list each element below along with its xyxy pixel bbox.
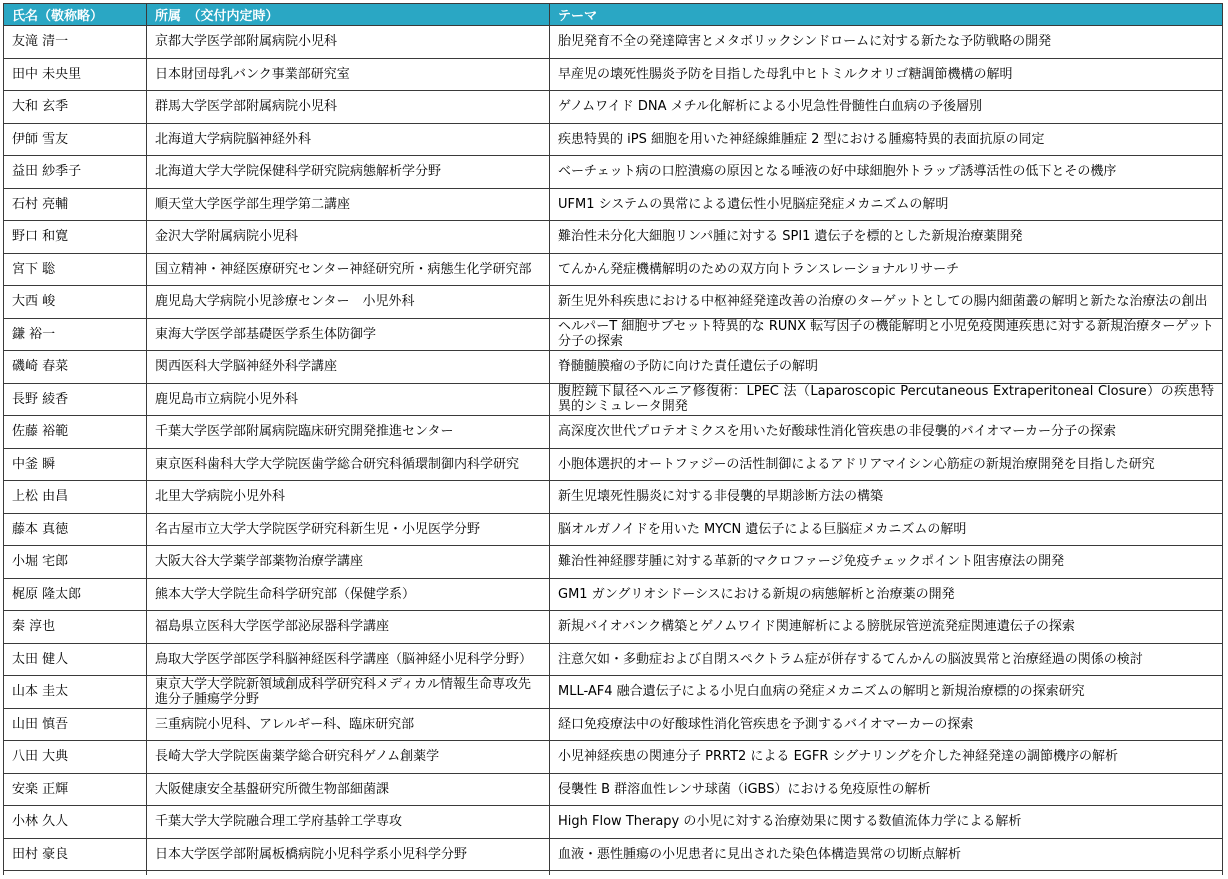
table-row xyxy=(4,156,1223,189)
cell-affiliation: 順天堂大学医学部生理学第二講座 xyxy=(147,188,550,221)
cell-affiliation: 東京大学大学院新領域創成科学研究科メディカル情報生命専攻先進分子腫瘍学分野 xyxy=(147,676,550,709)
cell-name: 宮下 聡 xyxy=(4,253,147,286)
table-row xyxy=(4,91,1223,124)
cell-theme: ゲノムワイド DNA メチル化解析による小児急性骨髄性白血病の予後層別 xyxy=(550,91,1223,124)
cell-affiliation: 名古屋市立大学大学院医学研究科新生児・小児医学分野 xyxy=(147,513,550,546)
cell-affiliation: 熊本大学大学院生命科学研究部（保健学系） xyxy=(147,578,550,611)
cell-theme: 高深度次世代プロテオミクスを用いた好酸球性消化管疾患の非侵襲的バイオマーカー分子の探索 xyxy=(550,416,1223,449)
table-row xyxy=(4,123,1223,156)
table-header xyxy=(4,4,1223,26)
cell-name: 大西 峻 xyxy=(4,286,147,319)
cell-name: 伊師 雪友 xyxy=(4,123,147,156)
cell-theme: 難治性未分化大細胞リンパ腫に対する SPI1 遺伝子を標的とした新規治療薬開発 xyxy=(550,221,1223,254)
cell-affiliation: 京都大学医学部附属病院小児科 xyxy=(147,26,550,59)
cell-name: 秦 淳也 xyxy=(4,611,147,644)
table-row xyxy=(4,546,1223,579)
cell-name: 田中 未央里 xyxy=(4,58,147,91)
cell-affiliation: 国立精神・神経医療研究センター神経研究所・病態生化学研究部 xyxy=(147,253,550,286)
table-row xyxy=(4,416,1223,449)
cell-affiliation: 日本大学医学部附属板橋病院小児科学系小児科学分野 xyxy=(147,838,550,871)
cell-affiliation: 東京医科歯科大学大学院医歯学総合研究科循環制御内科学研究 xyxy=(147,448,550,481)
empty-cell xyxy=(147,871,550,876)
table-row xyxy=(4,578,1223,611)
cell-theme: ベーチェット病の口腔潰瘍の原因となる唾液の好中球細胞外トラップ誘導活性の低下とその機序 xyxy=(550,156,1223,189)
table-row xyxy=(4,643,1223,676)
table-row xyxy=(4,26,1223,59)
table-row xyxy=(4,773,1223,806)
cell-affiliation: 日本財団母乳バンク事業部研究室 xyxy=(147,58,550,91)
cell-theme: 胎児発育不全の発達障害とメタボリックシンドロームに対する新たな予防戦略の開発 xyxy=(550,26,1223,59)
cell-theme: 新規バイオバンク構築とゲノムワイド関連解析による膀胱尿管逆流発症関連遺伝子の探索 xyxy=(550,611,1223,644)
cell-name: 田村 豪良 xyxy=(4,838,147,871)
cell-theme: 注意欠如・多動症および自閉スペクトラム症が併存するてんかんの脳波異常と治療経過の関係の検討 xyxy=(550,643,1223,676)
table-row xyxy=(4,383,1223,416)
cell-affiliation: 福島県立医科大学医学部泌尿器科学講座 xyxy=(147,611,550,644)
empty-cell xyxy=(4,871,147,876)
cell-theme: てんかん発症機構解明のための双方向トランスレーショナルリサーチ xyxy=(550,253,1223,286)
cell-theme: 新生児壊死性腸炎に対する非侵襲的早期診断方法の構築 xyxy=(550,481,1223,514)
cell-theme: 小胞体選択的オートファジーの活性制御によるアドリアマイシン心筋症の新規治療開発を目指した研究 xyxy=(550,448,1223,481)
cell-theme: MLL-AF4 融合遺伝子による小児白血病の発症メカニズムの解明と新規治療標的の探索研究 xyxy=(550,676,1223,709)
cell-affiliation: 金沢大学附属病院小児科 xyxy=(147,221,550,254)
table-row xyxy=(4,286,1223,319)
cell-affiliation: 鳥取大学医学部医学科脳神経医科学講座（脳神経小児科学分野） xyxy=(147,643,550,676)
cell-affiliation: 千葉大学医学部附属病院臨床研究開発推進センター xyxy=(147,416,550,449)
cell-theme: GM1 ガングリオシドーシスにおける新規の病態解析と治療薬の開発 xyxy=(550,578,1223,611)
table-row xyxy=(4,611,1223,644)
cell-theme: ヘルパーT 細胞サブセット特異的な RUNX 転写因子の機能解明と小児免疫関連疾患に対する新規治療ターゲット分子の探索 xyxy=(550,318,1223,351)
cell-name: 長野 綾香 xyxy=(4,383,147,416)
cell-name: 八田 大典 xyxy=(4,741,147,774)
cell-name: 上松 由昌 xyxy=(4,481,147,514)
cell-theme: 疾患特異的 iPS 細胞を用いた神経線維腫症 2 型における腫瘍特異的表面抗原の同定 xyxy=(550,123,1223,156)
table-row xyxy=(4,253,1223,286)
cell-affiliation: 北里大学病院小児外科 xyxy=(147,481,550,514)
cell-name: 藤本 真徳 xyxy=(4,513,147,546)
grantee-table xyxy=(3,3,1223,875)
table-row xyxy=(4,188,1223,221)
table-row xyxy=(4,806,1223,839)
table-row-partial xyxy=(4,871,1223,876)
cell-theme: 脳オルガノイドを用いた MYCN 遺伝子による巨脳症メカニズムの解明 xyxy=(550,513,1223,546)
cell-name: 益田 紗季子 xyxy=(4,156,147,189)
cell-theme: 早産児の壊死性腸炎予防を目指した母乳中ヒトミルクオリゴ糖調節機構の解明 xyxy=(550,58,1223,91)
cell-affiliation: 東海大学医学部基礎医学系生体防御学 xyxy=(147,318,550,351)
cell-theme: 血液・悪性腫瘍の小児患者に見出された染色体構造異常の切断点解析 xyxy=(550,838,1223,871)
cell-name: 中釜 瞬 xyxy=(4,448,147,481)
empty-cell xyxy=(550,871,1223,876)
cell-name: 鎌 裕一 xyxy=(4,318,147,351)
table-row xyxy=(4,58,1223,91)
cell-affiliation: 北海道大学大学院保健科学研究院病態解析学分野 xyxy=(147,156,550,189)
header-affiliation: 所属 （交付内定時） xyxy=(147,4,550,26)
cell-name: 安楽 正輝 xyxy=(4,773,147,806)
cell-theme: 小児神経疾患の関連分子 PRRT2 による EGFR シグナリングを介した神経発達の調節機序の解析 xyxy=(550,741,1223,774)
cell-name: 太田 健人 xyxy=(4,643,147,676)
table-row xyxy=(4,481,1223,514)
cell-name: 磯崎 春菜 xyxy=(4,351,147,384)
table-row xyxy=(4,741,1223,774)
table-row xyxy=(4,676,1223,709)
cell-affiliation: 大阪健康安全基盤研究所微生物部細菌課 xyxy=(147,773,550,806)
cell-theme: 経口免疫療法中の好酸球性消化管疾患を予測するバイオマーカーの探索 xyxy=(550,708,1223,741)
header-name: 氏名（敬称略） xyxy=(4,4,147,26)
table-row xyxy=(4,318,1223,351)
cell-affiliation: 群馬大学医学部附属病院小児科 xyxy=(147,91,550,124)
table-row xyxy=(4,448,1223,481)
cell-theme: UFM1 システムの異常による遺伝性小児脳症発症メカニズムの解明 xyxy=(550,188,1223,221)
cell-affiliation: 長崎大学大学院医歯薬学総合研究科ゲノム創薬学 xyxy=(147,741,550,774)
table-row xyxy=(4,221,1223,254)
cell-affiliation: 北海道大学病院脳神経外科 xyxy=(147,123,550,156)
table-row xyxy=(4,708,1223,741)
cell-name: 梶原 隆太郎 xyxy=(4,578,147,611)
cell-name: 友滝 清一 xyxy=(4,26,147,59)
cell-affiliation: 鹿児島市立病院小児外科 xyxy=(147,383,550,416)
cell-theme: 難治性神経膠芽腫に対する革新的マクロファージ免疫チェックポイント阻害療法の開発 xyxy=(550,546,1223,579)
cell-affiliation: 三重病院小児科、アレルギー科、臨床研究部 xyxy=(147,708,550,741)
cell-affiliation: 千葉大学大学院融合理工学府基幹工学専攻 xyxy=(147,806,550,839)
table-row xyxy=(4,838,1223,871)
table-row xyxy=(4,513,1223,546)
cell-name: 野口 和寛 xyxy=(4,221,147,254)
cell-affiliation: 鹿児島大学病院小児診療センター 小児外科 xyxy=(147,286,550,319)
header-row xyxy=(4,4,1223,26)
cell-name: 山田 慎吾 xyxy=(4,708,147,741)
cell-name: 小林 久人 xyxy=(4,806,147,839)
cell-name: 佐藤 裕範 xyxy=(4,416,147,449)
cell-name: 山本 圭太 xyxy=(4,676,147,709)
header-theme: テーマ xyxy=(550,4,1223,26)
cell-name: 大和 玄季 xyxy=(4,91,147,124)
table-row xyxy=(4,351,1223,384)
cell-theme: 新生児外科疾患における中枢神経発達改善の治療のターゲットとしての腸内細菌叢の解明と新たな治療法の創出 xyxy=(550,286,1223,319)
cell-theme: 腹腔鏡下鼠径ヘルニア修復術：LPEC 法（Laparoscopic Percutaneous Extraperitoneal Closure）の疾患特異的シミュレータ開発 xyxy=(550,383,1223,416)
cell-name: 小堀 宅郎 xyxy=(4,546,147,579)
cell-theme: 脊髄髄膜瘤の予防に向けた責任遺伝子の解明 xyxy=(550,351,1223,384)
cell-affiliation: 関西医科大学脳神経外科学講座 xyxy=(147,351,550,384)
cell-name: 石村 亮輔 xyxy=(4,188,147,221)
table-body xyxy=(4,26,1223,876)
cell-theme: 侵襲性 B 群溶血性レンサ球菌（iGBS）における免疫原性の解析 xyxy=(550,773,1223,806)
cell-theme: High Flow Therapy の小児に対する治療効果に関する数値流体力学による解析 xyxy=(550,806,1223,839)
cell-affiliation: 大阪大谷大学薬学部薬物治療学講座 xyxy=(147,546,550,579)
